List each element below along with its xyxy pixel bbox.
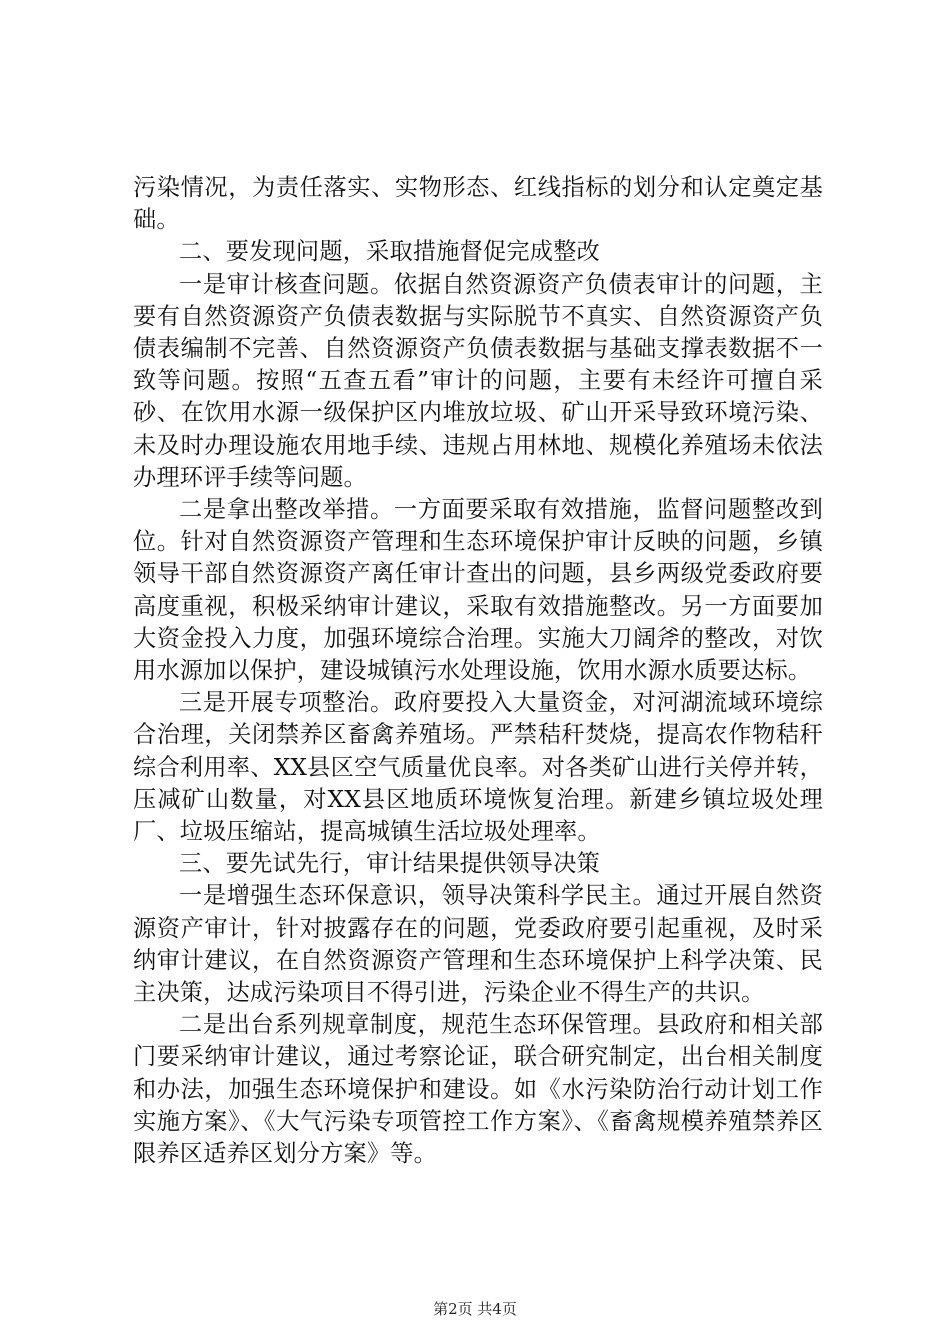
paragraph-rectification-measures: 二是拿出整改举措。一方面要采取有效措施，监督问题整改到位。针对自然资源资产管理和生态环境保护审计反映的问题，乡镇领导干部自然资源资产离任审计查出的问题，县乡两级党委政府要高度重视，积极采纳审计建议，采取有效措施整改。另一方面要加大资金投入力度，加强环境综合治理。实施大刀阔斧的整改，对饮用水源加以保护，建设城镇污水处理设施，饮用水源水质要达标。 [133,496,823,685]
paragraph-eco-awareness: 一是增强生态环保意识，领导决策科学民主。通过开展自然资源资产审计，针对披露存在的问题，党委政府要引起重视，及时采纳审计建议，在自然资源资产管理和生态环境保护上科学决策、民主决策，达成污染项目不得引进，污染企业不得生产的共识。 [133,882,823,1007]
document-body [133,172,823,1170]
paragraph-special-remediation: 三是开展专项整治。政府要投入大量资金，对河湖流域环境综合治理，关闭禁养区畜禽养殖场。严禁秸秆焚烧，提高农作物秸秆综合利用率、XX县区空气质量优良率。对各类矿山进行关停并转，压减矿山数量，对XX县区地质环境恢复治理。新建乡镇垃圾处理厂、垃圾压缩站，提高城镇生活垃圾处理率。 [133,689,823,846]
paragraph-regulations: 二是出台系列规章制度，规范生态环保管理。县政府和相关部门要采纳审计建议，通过考察论证，联合研究制定，出台相关制度和办法，加强生态环境保护和建设。如《水污染防治行动计划工作实施方案》、《大气污染专项管控工作方案》、《畜禽规模养殖禁养区限养区适养区划分方案》等。 [133,1011,823,1168]
section-heading-2: 二、要发现问题，采取措施督促完成整改 [179,238,600,266]
page-number-footer: 第2页 共4页 [433,1300,517,1318]
paragraph-audit-issues: 一是审计核查问题。依据自然资源资产负债表审计的问题，主要有自然资源资产负债表数据与实际脱节不真实、自然资源资产负债表编制不完善、自然资源资产负债表数据与基础支撑表数据不一致等问题。按照“五查五看”审计的问题，主要有未经许可擅自采砂、在饮用水源一级保护区内堆放垃圾、矿山开采导致环境污染、未及时办理设施农用地手续、违规占用林地、规模化养殖场未依法办理环评手续等问题。 [133,270,823,491]
section-heading-3: 三、要先试先行，审计结果提供领导决策 [179,850,600,878]
paragraph-continuation: 污染情况，为责任落实、实物形态、红线指标的划分和认定奠定基础。 [133,174,823,234]
